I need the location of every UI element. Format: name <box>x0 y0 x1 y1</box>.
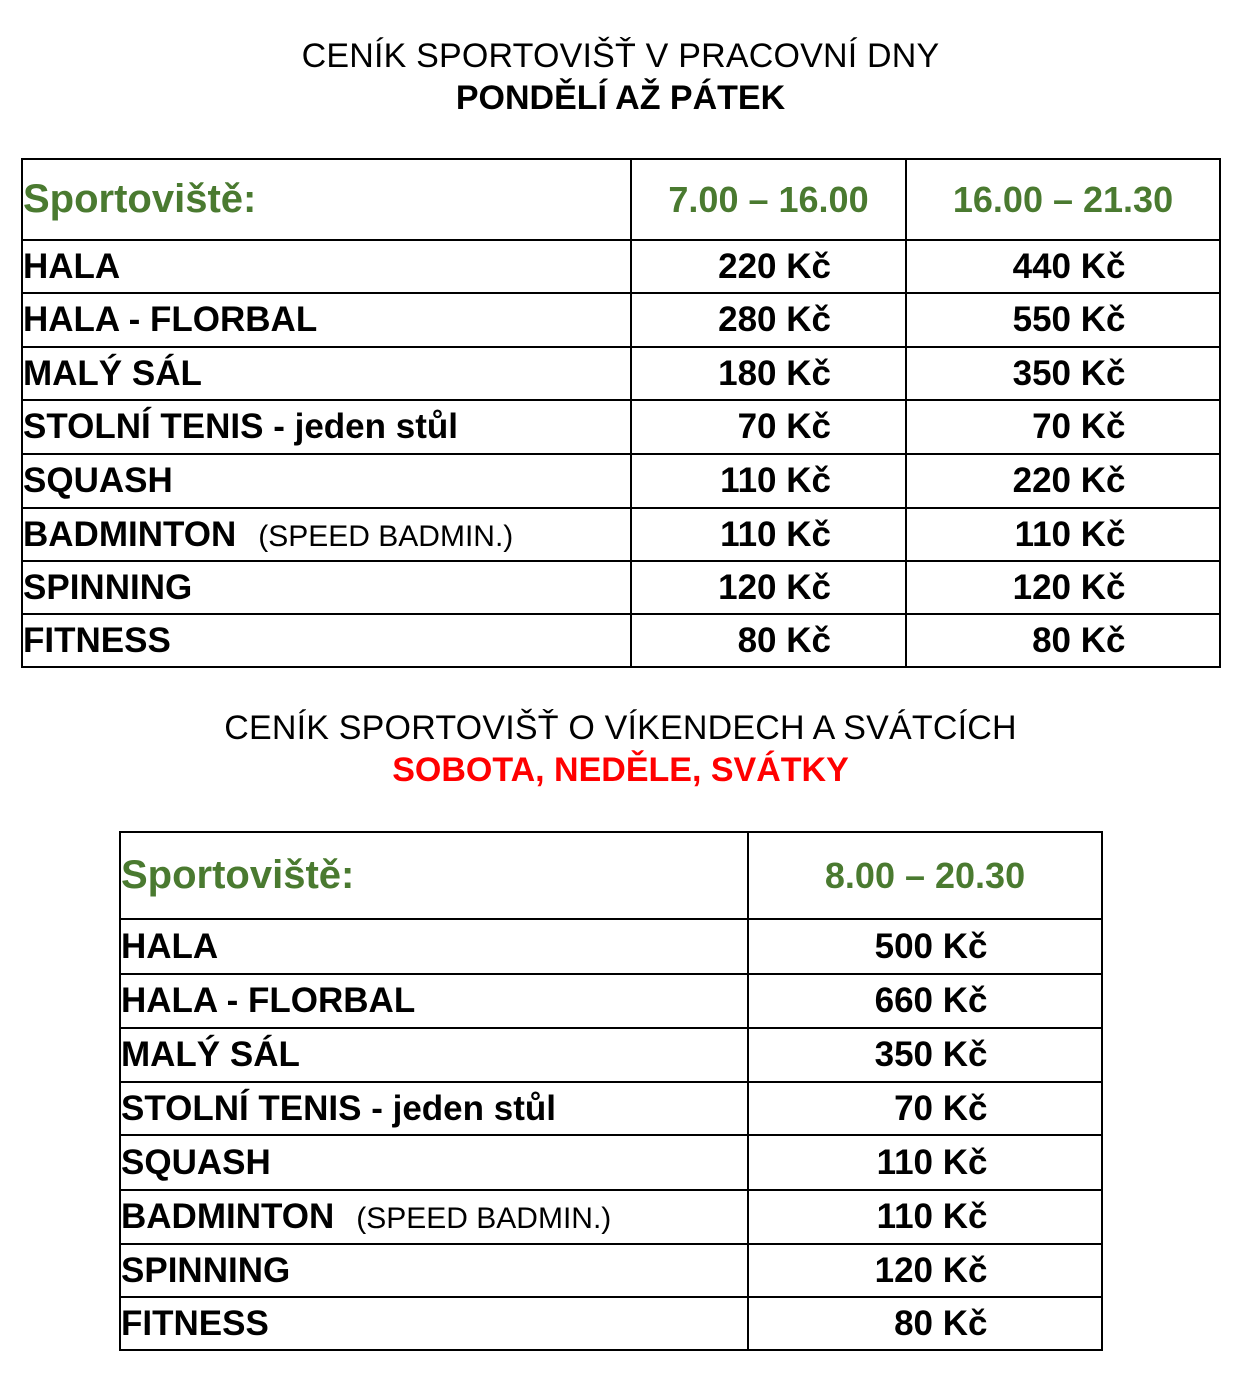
venue-name: HALA - FLORBAL <box>23 300 318 339</box>
price-value: 500 Kč <box>874 926 988 966</box>
price-cell <box>748 1190 1102 1244</box>
venue-name-cell <box>120 1244 748 1297</box>
venue-name-cell <box>22 561 631 614</box>
price-value: 660 Kč <box>874 981 988 1020</box>
weekday-price-table <box>21 158 1221 668</box>
venue-name-cell <box>120 1028 748 1082</box>
column-header-time-1: 8.00 – 20.30 <box>748 832 1102 919</box>
price-cell <box>748 1135 1102 1190</box>
venue-note: (SPEED BADMIN.) <box>356 1202 612 1235</box>
price-cell <box>748 1028 1102 1082</box>
venue-name-cell <box>22 400 631 454</box>
price-wrapper <box>907 354 1219 394</box>
price-cell <box>906 614 1220 667</box>
price-wrapper <box>632 515 905 555</box>
table-row <box>22 293 1220 347</box>
table-row <box>22 508 1220 561</box>
weekend-price-table <box>119 831 1103 1351</box>
price-value: 120 Kč <box>874 1250 988 1290</box>
price-cell <box>906 293 1220 347</box>
venue-name: SPINNING <box>23 567 193 607</box>
price-wrapper <box>632 300 905 340</box>
price-value: 80 Kč <box>1032 620 1126 660</box>
price-value: 220 Kč <box>718 246 831 286</box>
price-wrapper <box>749 1089 1101 1129</box>
price-cell <box>748 974 1102 1028</box>
price-value: 70 Kč <box>737 407 831 446</box>
price-cell <box>631 508 906 561</box>
price-wrapper <box>907 568 1219 608</box>
price-cell <box>748 1082 1102 1135</box>
price-cell <box>906 561 1220 614</box>
price-wrapper <box>749 1251 1101 1291</box>
venue-name: MALÝ SÁL <box>23 353 202 393</box>
table-row <box>120 1297 1102 1350</box>
price-cell <box>906 400 1220 454</box>
table-row <box>120 1244 1102 1297</box>
venue-name-cell <box>120 1082 748 1135</box>
venue-name: HALA <box>121 926 219 966</box>
venue-name: FITNESS <box>23 620 171 660</box>
venue-name: HALA <box>23 246 121 286</box>
price-cell <box>631 561 906 614</box>
price-cell <box>906 508 1220 561</box>
table-row <box>120 1082 1102 1135</box>
price-wrapper <box>749 1304 1101 1344</box>
venue-name: SPINNING <box>121 1250 291 1290</box>
price-cell <box>748 919 1102 974</box>
price-value: 440 Kč <box>1012 246 1126 286</box>
price-value: 120 Kč <box>718 567 831 607</box>
price-wrapper <box>632 247 905 287</box>
weekend-title: CENÍK SPORTOVIŠŤ O VÍKENDECH A SVÁTCÍCH <box>224 709 1017 747</box>
price-wrapper <box>907 461 1219 501</box>
price-cell <box>631 347 906 400</box>
price-wrapper <box>632 621 905 661</box>
price-value: 350 Kč <box>874 1035 988 1074</box>
table-row <box>120 1028 1102 1082</box>
price-cell <box>631 454 906 508</box>
table-row <box>22 454 1220 508</box>
venue-name-cell <box>120 1297 748 1350</box>
price-cell <box>631 293 906 347</box>
weekday-subtitle: PONDĚLÍ AŽ PÁTEK <box>455 79 786 117</box>
venue-name-cell <box>22 293 631 347</box>
venue-name: BADMINTON <box>23 514 237 554</box>
venue-name-cell <box>22 454 631 508</box>
price-wrapper <box>907 407 1219 447</box>
table-row <box>22 614 1220 667</box>
price-value: 80 Kč <box>737 620 831 660</box>
venue-name: FITNESS <box>121 1303 269 1343</box>
price-wrapper <box>907 621 1219 661</box>
price-cell <box>631 614 906 667</box>
price-value: 180 Kč <box>718 353 831 393</box>
venue-name-cell <box>22 240 631 293</box>
price-value: 70 Kč <box>894 1088 988 1128</box>
venue-name-cell <box>120 919 748 974</box>
venue-name-cell <box>120 974 748 1028</box>
price-cell <box>906 240 1220 293</box>
price-cell <box>748 1297 1102 1350</box>
column-header-time-2: 16.00 – 21.30 <box>906 159 1220 240</box>
table-row <box>120 919 1102 974</box>
price-value: 120 Kč <box>1012 567 1126 607</box>
venue-name-cell <box>22 347 631 400</box>
price-value: 280 Kč <box>718 300 831 339</box>
table-row <box>120 1135 1102 1190</box>
price-wrapper <box>907 300 1219 340</box>
table-row <box>120 974 1102 1028</box>
price-wrapper <box>632 568 905 608</box>
table-row <box>22 240 1220 293</box>
weekend-subtitle: SOBOTA, NEDĚLE, SVÁTKY <box>392 751 849 789</box>
table-row <box>22 400 1220 454</box>
venue-name-cell <box>120 1190 748 1244</box>
venue-name-cell <box>22 508 631 561</box>
price-wrapper <box>632 354 905 394</box>
price-value: 70 Kč <box>1032 407 1126 446</box>
price-value: 110 Kč <box>876 1142 988 1182</box>
price-value: 110 Kč <box>876 1197 988 1236</box>
venue-name: HALA - FLORBAL <box>121 981 416 1020</box>
price-wrapper <box>749 981 1101 1021</box>
price-wrapper <box>749 1197 1101 1237</box>
venue-name: STOLNÍ TENIS - jeden stůl <box>23 407 458 446</box>
table-row <box>22 347 1220 400</box>
price-cell <box>906 347 1220 400</box>
table-row <box>22 561 1220 614</box>
weekday-title: CENÍK SPORTOVIŠŤ V PRACOVNÍ DNY <box>301 37 940 75</box>
table-header-row <box>120 832 1102 919</box>
venue-name: SQUASH <box>121 1142 271 1182</box>
price-wrapper <box>907 515 1219 555</box>
price-value: 110 Kč <box>720 461 831 500</box>
column-header-venue: Sportoviště: <box>22 159 631 240</box>
table-row <box>120 1190 1102 1244</box>
price-cell <box>748 1244 1102 1297</box>
venue-note: (SPEED BADMIN.) <box>258 519 514 553</box>
price-cell <box>631 240 906 293</box>
price-wrapper <box>749 1035 1101 1075</box>
venue-name: STOLNÍ TENIS - jeden stůl <box>121 1088 556 1128</box>
price-value: 110 Kč <box>720 514 831 554</box>
price-value: 550 Kč <box>1012 300 1126 339</box>
price-value: 80 Kč <box>894 1303 988 1343</box>
venue-name: SQUASH <box>23 461 173 500</box>
venue-name-cell <box>120 1135 748 1190</box>
venue-name: BADMINTON <box>121 1197 335 1236</box>
price-value: 220 Kč <box>1012 461 1126 500</box>
price-value: 110 Kč <box>1014 514 1126 554</box>
price-wrapper <box>632 407 905 447</box>
price-cell <box>631 400 906 454</box>
price-wrapper <box>907 247 1219 287</box>
price-wrapper <box>749 927 1101 967</box>
price-wrapper <box>632 461 905 501</box>
venue-name: MALÝ SÁL <box>121 1035 300 1074</box>
venue-name-cell <box>22 614 631 667</box>
column-header-time-1: 7.00 – 16.00 <box>631 159 906 240</box>
price-value: 350 Kč <box>1012 353 1126 393</box>
price-wrapper <box>749 1143 1101 1183</box>
table-header-row <box>22 159 1220 240</box>
price-cell <box>906 454 1220 508</box>
column-header-venue: Sportoviště: <box>120 832 748 919</box>
